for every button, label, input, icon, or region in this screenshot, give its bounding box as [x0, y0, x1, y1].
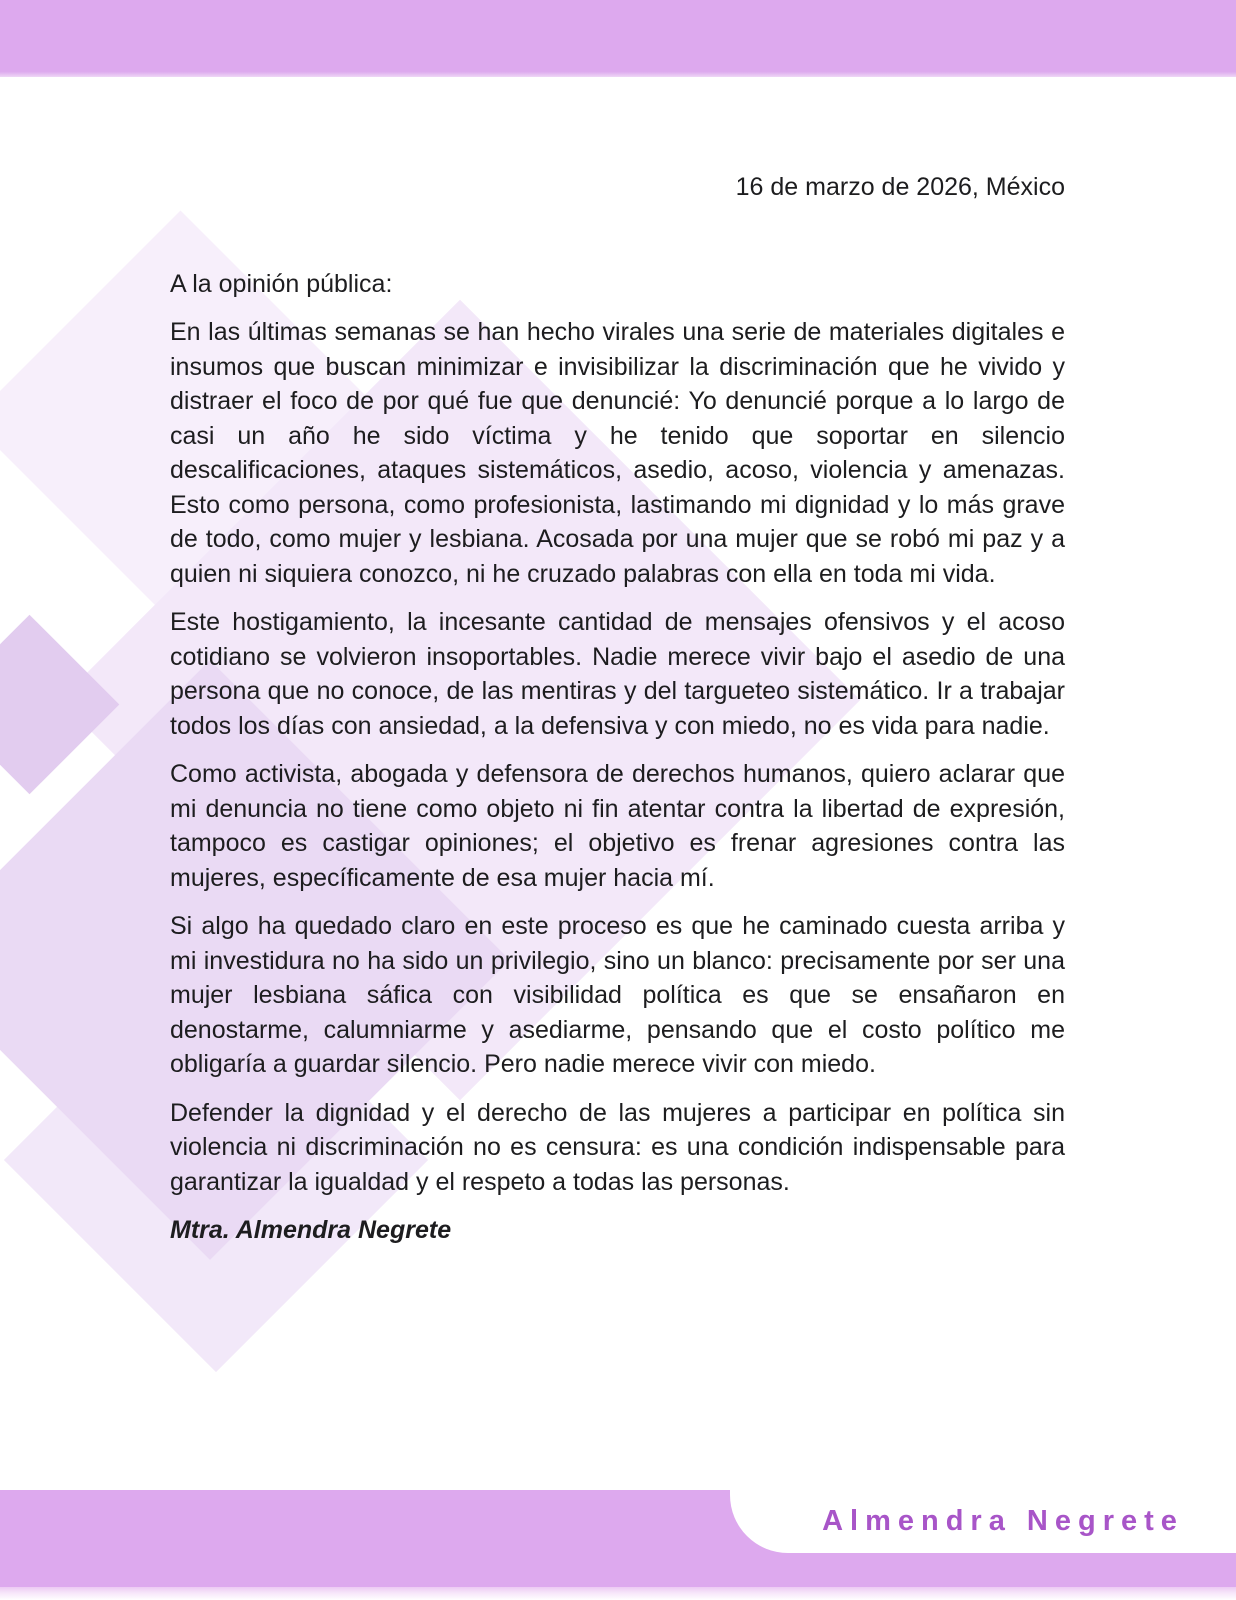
brand-tab	[730, 1490, 1236, 1553]
salutation: A la opinión pública:	[170, 269, 393, 298]
letter-paragraph: En las últimas semanas se han hecho virales una serie de materiales digitales e insumos que buscan minimizar e invisibilizar la discriminación que he vivido y distraer el foco de por qué fue que denuncié: Yo denuncié porque a lo largo de casi un año he sido víctima y he tenido que soportar en silencio descalificaciones, ataques sistemáticos, asedio, acoso, violencia y amenazas. Esto como persona, como profesionista, lastimando mi dignidad y lo más grave de todo, como mujer y lesbiana. Acosada por una mujer que se robó mi paz y a quien ni siquiera conozco, ni he cruzado palabras con ella en toda mi vida.	[170, 318, 1065, 588]
top-banner	[0, 0, 1236, 77]
signature: Mtra. Almendra Negrete	[170, 1216, 452, 1244]
letter-paragraph: Este hostigamiento, la incesante cantidad de mensajes ofensivos y el acoso cotidiano se volvieron insoportables. Nadie merece vivir bajo el asedio de una persona que no conoce, de las mentiras y del targueteo sistemático. Ir a trabajar todos los días con ansiedad, a la defensiva y con miedo, no es vida para nadie.	[170, 608, 1065, 740]
letter-paragraph: Como activista, abogada y defensora de derechos humanos, quiero aclarar que mi denuncia no tiene como objeto ni fin atentar contra la libertad de expresión, tampoco es castigar opiniones; el objetivo es frenar agresiones contra las mujeres, específicamente de esa mujer hacia mí.	[170, 760, 1065, 892]
footer-fade-strip	[0, 1587, 1236, 1600]
letter-paragraph: Si algo ha quedado claro en este proceso es que he caminado cuesta arriba y mi investidura no ha sido un privilegio, sino un blanco: precisamente por ser una mujer lesbiana sáfica con visibilidad política es que se ensañaron en denostarme, calumniarme y asediarme, pensando que el costo político me obligaría a guardar silencio. Pero nadie merece vivir con miedo.	[170, 912, 1065, 1078]
letter-paragraph: Defender la dignidad y el derecho de las mujeres a participar en política sin violencia ni discriminación no es censura: es una condición indispensable para garantizar la igualdad y el respeto a todas las personas.	[170, 1098, 1065, 1196]
brand-name: Almendra Negrete	[822, 1505, 1184, 1537]
letter-content	[170, 170, 1065, 1248]
date-line: 16 de marzo de 2026, México	[735, 173, 1065, 201]
